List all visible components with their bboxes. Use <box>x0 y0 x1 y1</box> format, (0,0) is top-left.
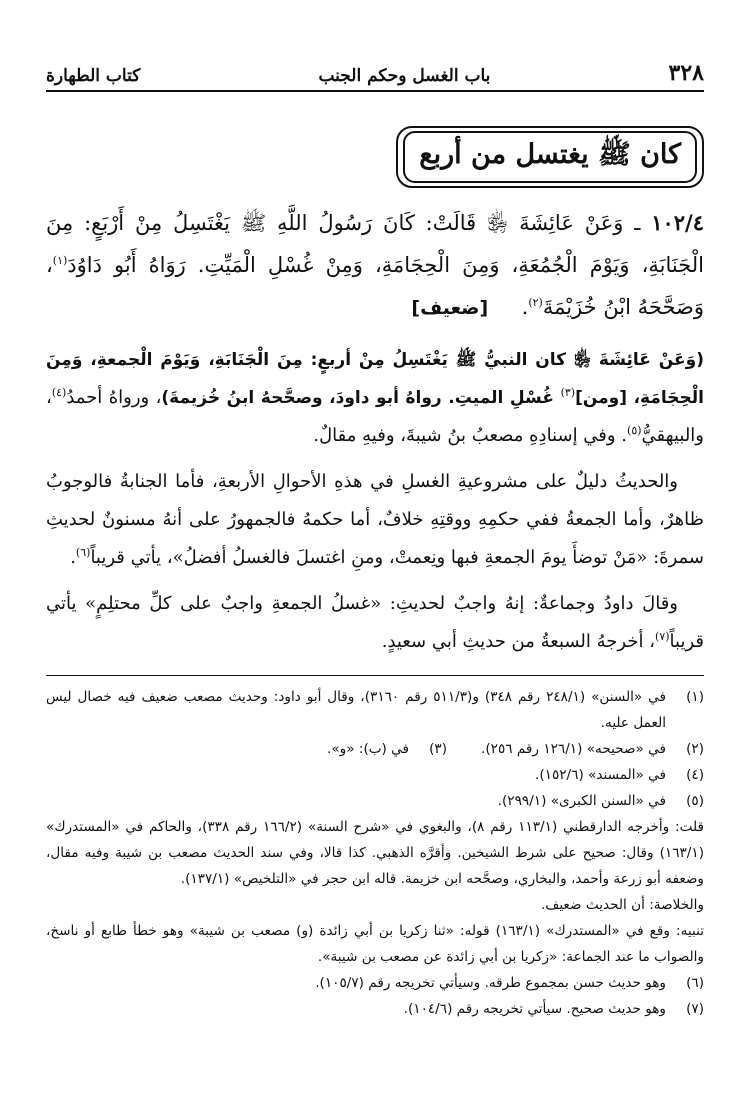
running-header <box>46 60 704 92</box>
footnote-6-text: وهو حديث حسن بمجموع طرقه. وسيأتي تخريجه رقم (١٠٥/٧). <box>315 975 666 991</box>
spacer <box>447 736 481 762</box>
footnote-ref-3[interactable]: (٣) <box>560 386 576 399</box>
footnote-7-number: (٧) <box>686 1001 704 1017</box>
commentary-2-end: ، أخرجهُ السبعةُ من حديثِ أبي سعيدٍ. <box>381 631 656 652</box>
footnote-1 <box>46 684 704 736</box>
alt-text-a: ، ورواهُ أحمدُ <box>66 387 162 408</box>
section-title: كان ﷺ يغتسل من أربع <box>403 131 697 183</box>
footnote-3-number: (٣) <box>429 741 448 757</box>
commentary-2-text: وقالَ داودُ وجماعةٌ: إنهُ واجبٌ لحديثِ: «غسلُ الجمعةِ واجبٌ على كلِّ محتلِمٍ» يأتي قريباً <box>46 593 704 652</box>
footnote-ref-4[interactable]: (٤) <box>51 386 67 399</box>
footnotes <box>46 684 704 1022</box>
footnote-5-note-2: والخلاصة: أن الحديث ضعيف. <box>540 897 704 913</box>
footnote-5-note-3: تنبيه: وقع في «المستدرك» (١٦٣/١) قوله: «ثنا زكريا بن أبي زائدة (و) مصعب بن شيبة» وهو خطأ طابع أو ناسخ، والصواب ما عند الجماعة: «زكريا بن أبي زائدة عن مصعب بن شيبة». <box>46 923 704 965</box>
footnote-ref-7[interactable]: (٧) <box>655 630 670 643</box>
footnote-ref-6[interactable]: (٦) <box>75 546 91 559</box>
footnote-5-number: (٥) <box>686 793 704 809</box>
alt-text-bold-b: غُسْلِ الميتِ. رواهُ أبو داودَ، وصحَّحهُ ابنُ خُزيمةَ) <box>161 388 561 408</box>
alt-text-c: . وفي إسنادِهِ مصعبُ بنُ شيبةَ، وفيهِ مقالٌ. <box>313 425 628 446</box>
hadith-number: ١٠٢/٤ <box>651 210 704 235</box>
section-title-frame <box>396 126 704 188</box>
footnote-6 <box>46 970 704 996</box>
footnote-2-number: (٢) <box>686 741 704 757</box>
footnote-1-text: في «السنن» (٢٤٨/١ رقم ٣٤٨) و(٥١١/٣ رقم ٣١٦٠)، وقال أبو داود: وحديث مصعب ضعيف فيه خصال ليس العمل عليه. <box>46 689 667 731</box>
footnote-5-text: في «السنن الكبرى» (٢٩٩/١). <box>497 793 666 809</box>
commentary-paragraph-2 <box>46 585 704 661</box>
footnote-ref-1[interactable]: (١) <box>52 254 68 267</box>
footnote-7-text: وهو حديث صحيح. سيأتي تخريجه رقم (١٠٤/٦). <box>403 1001 666 1017</box>
footnote-ref-2[interactable]: (٢) <box>528 296 543 309</box>
alt-text-bold-a: (وَعَنْ عَائِشَةَ ﵂ كان النبيُّ ﷺ يَغْتَسِلُ مِنْ أربعٍ: مِنَ الْجَنَابَةِ، وَيَوْمَ الْجمعةِ، وَمِنَ الْحِجَامَةِ، [ومن] <box>46 350 704 408</box>
footnote-7 <box>46 996 704 1022</box>
footnote-4-number: (٤) <box>686 767 704 783</box>
footnote-divider <box>46 675 704 676</box>
alternate-wording <box>46 341 704 455</box>
commentary-1-text: والحديثُ دليلٌ على مشروعيةِ الغسلِ في هذهِ الأحوالِ الأربعةِ، فأما الجنابةُ فالوجوبُ ظاهرٌ، وأما الجمعةُ ففي حكمِهِ ووقتِهِ خلافٌ، أما حكمهُ فالجمهورُ على أنهُ مسنونٌ لحديثِ سمرةَ: «مَنْ توضأَ يومَ الجمعةِ فبها ونِعمتْ، ومنِ اغتسلَ فالغسلُ أفضلُ»، يأتي قريباً <box>46 471 704 568</box>
chapter-title: باب الغسل وحكم الجنب <box>318 66 491 86</box>
hadith-body-3: . <box>521 295 529 319</box>
hadith-grade: [ضعيف] <box>411 297 489 319</box>
footnote-5-note-1: قلت: وأخرجه الدارقطني (١١٣/١ رقم ٨)، والبغوي في «شرح السنة» (١٦٦/٢ رقم ٣٣٨)، والحاكم في «المستدرك» (١٦٣/١) وقال: صحيح على شرط الشيخين. وأقرَّه الذهبي. كذا قالا، وفي سند الحديث مصعب بن شيبة وفيه مقال، وضعفه أبو زرعة وأحمد، والبخاري، وصحَّحه ابن خزيمة. قاله ابن حجر في «التلخيص» (١٣٧/١). <box>46 819 704 887</box>
hadith-body-2: ، وَصَحَّحَهُ ابْنُ خُزَيْمَةَ <box>46 253 704 319</box>
footnote-1-number: (١) <box>686 689 704 705</box>
footnote-4 <box>46 762 704 788</box>
footnote-4-text: في «المسند» (١٥٢/٦). <box>535 767 666 783</box>
commentary-1-end: . <box>70 547 76 568</box>
alt-text-b: ، والبيهقيُّ <box>46 387 704 446</box>
page-number: ٣٢٨ <box>668 60 704 86</box>
hadith-body: ـ وَعَنْ عَائِشَةَ ﵂ قَالَتْ: كَانَ رَسُولُ اللَّهِ ﷺ يَغْتَسِلُ مِنْ أَرْبَعٍ: مِنَ الْجَنَابَةِ، وَيَوْمَ الْجُمُعَةِ، وَمِنَ الْحِجَامَةِ، وَمِنْ غُسْلِ الْمَيِّتِ. رَوَاهُ أَبُو دَاوُدَ <box>46 211 704 277</box>
book-title: كتاب الطهارة <box>46 66 141 86</box>
footnote-6-number: (٦) <box>686 975 704 991</box>
commentary-paragraph-1 <box>46 463 704 577</box>
footnote-5 <box>46 788 704 814</box>
hadith-text <box>46 202 704 329</box>
footnote-ref-5[interactable]: (٥) <box>627 424 642 437</box>
footnote-2-text: في «صحيحه» (١٢٦/١ رقم ٢٥٦). <box>481 741 666 757</box>
footnote-2-3 <box>46 736 704 762</box>
footnote-3-text: في (ب): «و». <box>327 741 410 757</box>
